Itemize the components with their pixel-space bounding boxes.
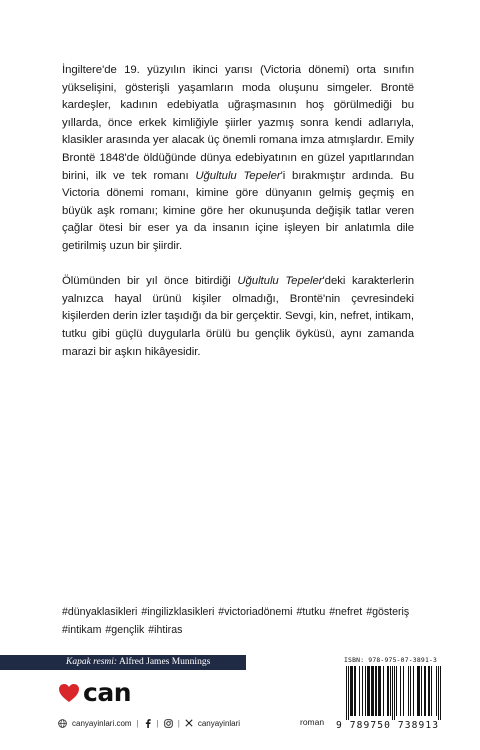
isbn-label: ISBN: 978-975-07-3891-3 (344, 656, 438, 664)
separator: | (136, 718, 139, 728)
barcode-digits: 9 789750 738913 (336, 720, 440, 731)
barcode-bar (417, 666, 418, 716)
barcode-bar (378, 666, 379, 716)
barcode-bar (438, 666, 439, 720)
barcode-bar (379, 666, 380, 716)
hashtag: #dünyaklasikleri (62, 606, 138, 618)
barcode-bar (436, 666, 437, 716)
barcode-bar (350, 666, 351, 716)
barcode-bar (396, 666, 397, 716)
hashtag: #intikam (62, 623, 102, 636)
hashtag: #gençlik (105, 623, 145, 636)
barcode-bar (373, 666, 374, 716)
separator: | (177, 718, 180, 728)
publisher-logo (58, 680, 131, 706)
heart-icon (58, 683, 80, 703)
hashtag-list (62, 604, 422, 639)
barcode-bar (408, 666, 409, 716)
hashtag: #ingilizklasikleri (141, 606, 215, 618)
barcode-bar (372, 666, 373, 716)
blurb-text: Ölümünden bir yıl önce bitirdiği (62, 275, 238, 288)
barcode-bar (369, 666, 370, 716)
barcode-bar (383, 666, 384, 716)
barcode-bar (419, 666, 420, 716)
barcode-bar (368, 666, 369, 716)
barcode-bar (355, 666, 356, 716)
blurb-text: İngiltere'de 19. yüzyılın ikinci yarısı (Victoria dönemi) orta sınıfın yükselişini, gösterişli yaşamların moda oluşunu simgeler. Brontë kardeşler, kadının edebiyatla uğraşmasının hoş görülmediği bu yıllarda, önce erkek kimliğiyle şiirler yazmış sonra kendi adlarıyla, klasikler arasında yer alacak üç önemli romana imza atmışlardır. Emily Brontë 1848'de öldüğünde dünya edebiyatının en güzel yapıtlarından birini, ilk ve tek romanı (62, 64, 414, 182)
barcode-bar (400, 666, 401, 716)
barcode-bar (367, 666, 368, 716)
social-handle[interactable]: canyayinlari (197, 718, 241, 728)
barcode-bar (348, 666, 349, 720)
globe-icon (58, 719, 67, 728)
barcode-bar (371, 666, 372, 716)
barcode-bar (403, 666, 404, 716)
book-title: Uğultulu Tepeler (237, 275, 323, 288)
x-twitter-icon[interactable] (185, 719, 193, 727)
barcode-bar (413, 666, 414, 716)
barcode-bar (429, 666, 430, 716)
blurb-text: 'i bırakmıştır ardında. Bu Victoria dönemi romanı, kimine göre dünyanın gelmiş geçmiş en büyük aşk romanı; kimine göre her okunuşunda değişik tatlar veren çağlar ötesi bir eser ya da insanın içine işleyen bir anlatımla dile getirilmiş uzun bir şiirdir. (62, 169, 414, 252)
separator: | (156, 718, 159, 728)
barcode-bar (346, 666, 347, 720)
blurb-text: 'deki karakterlerin yalnızca hayal ürünü kişiler olmadığı, Brontë'nin çevresindeki kişilerden derin izler taşıdığı da bir gerçektir. Sevgi, kin, nefret, intikam, tutku gibi güçlü duygularla örülü bu gençlik öyküsü, aynı zamanda marazi bir aşkın hikâyesidir. (62, 275, 414, 358)
barcode-bar (410, 666, 411, 716)
genre-label: roman (300, 717, 325, 727)
barcode-bar (392, 666, 393, 720)
barcode-bar (388, 666, 389, 716)
barcode-bar (387, 666, 388, 716)
barcode-bar (440, 666, 441, 720)
blurb-paragraph-2 (62, 273, 414, 361)
social-links (58, 717, 240, 729)
credit-label: Kapak resmi: (66, 657, 118, 667)
facebook-icon[interactable] (144, 719, 152, 728)
barcode-bar (365, 666, 366, 716)
barcode-bar (421, 666, 422, 716)
barcode-bar (428, 666, 429, 716)
barcode-bar (425, 666, 426, 716)
website-link[interactable]: canyayinlari.com (72, 718, 132, 728)
hashtag: #victoriadönemi (218, 606, 293, 618)
instagram-icon[interactable] (164, 719, 173, 728)
barcode-bar (362, 666, 363, 716)
book-title: Uğultulu Tepeler (195, 169, 281, 182)
credit-name: Alfred James Munnings (118, 657, 211, 667)
logo-wordmark: can (83, 678, 131, 707)
barcode-bar (390, 666, 391, 716)
barcode-bar (375, 666, 376, 716)
barcode-bar (431, 666, 432, 716)
barcode-bar (359, 666, 360, 716)
isbn-barcode (344, 666, 444, 720)
barcode-bar (380, 666, 381, 716)
barcode-bar (424, 666, 425, 716)
back-cover-blurb (62, 62, 414, 379)
barcode-bar (418, 666, 419, 716)
hashtag: #nefret (329, 606, 363, 618)
barcode-bar (351, 666, 352, 716)
hashtag: #ihtiras (148, 623, 183, 636)
cover-art-credit (0, 655, 246, 670)
barcode-bar (394, 666, 395, 720)
barcode-bar (354, 666, 355, 716)
blurb-paragraph-1 (62, 62, 414, 256)
barcode-bar (376, 666, 377, 716)
hashtag: #tutku (296, 606, 326, 618)
barcode-bar (352, 666, 353, 716)
hashtag: #gösteriş (366, 606, 410, 618)
